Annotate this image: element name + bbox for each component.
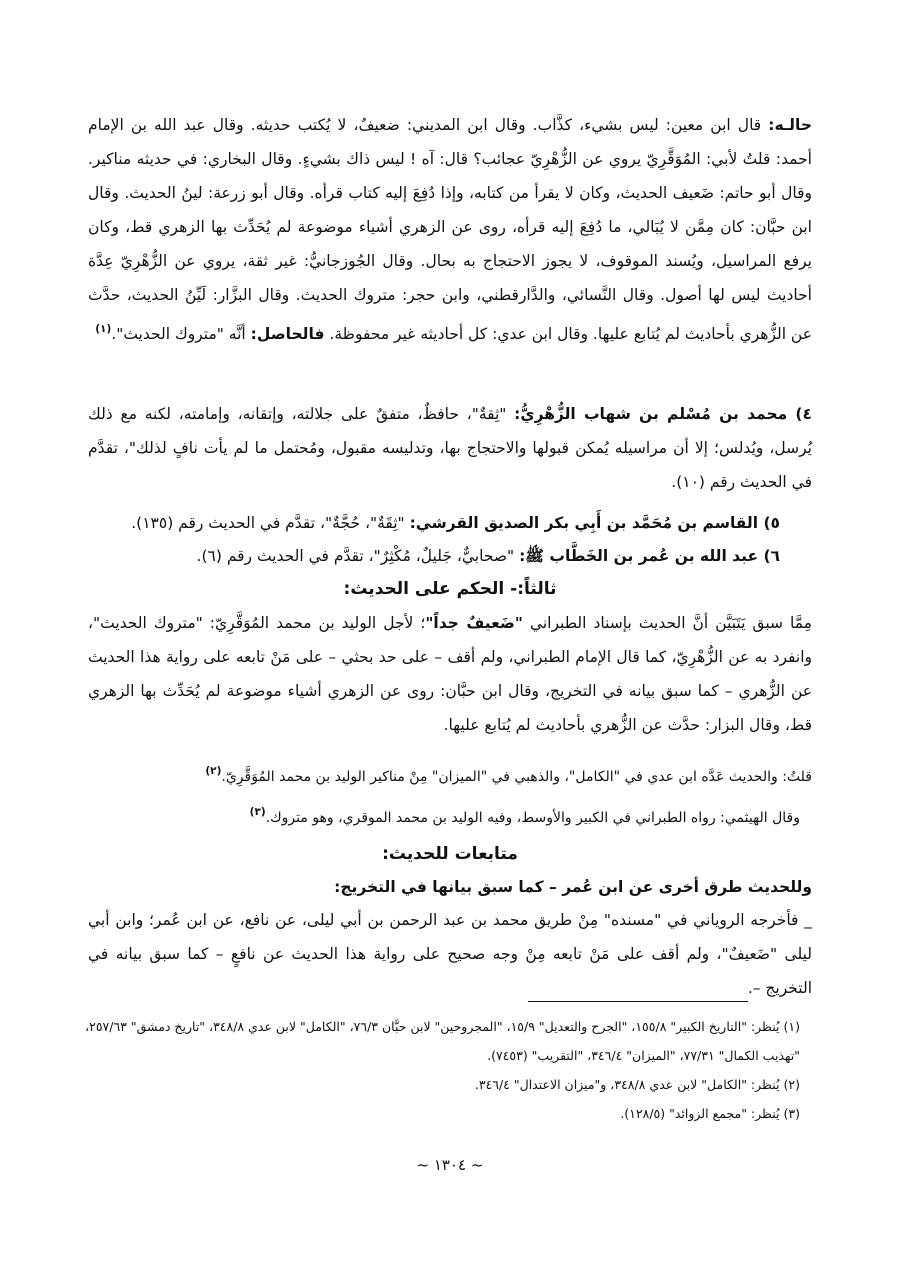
ruling-text-a: مِمَّا سبق يَتَبَيَّن أنَّ الحديث بإسناد الطبراني xyxy=(522,614,812,632)
footnote-ref-2: (٢) xyxy=(205,765,222,777)
narrator-5-name: ٥) القاسم بن مُحَمَّد بن أَبِي بكر الصديق القرشي: xyxy=(409,514,780,532)
narrator-item-4 xyxy=(88,397,812,499)
footnote-1: (١) يُنظر: "التاريخ الكبير" ١٥٥/٨، "الجرح والتعديل" ١٥/٩، "المجروحين" لابن حبَّان ٧٦/٣، "الكامل" لابن عدي ٣٤٨/٨، "تاريخ دمشق" ٢٥٧/٦٣، "تهذيب الكمال" ٧٧/٣١، "الميزان" ٣٤٦/٤، "التقريب" (٧٤٥٣). xyxy=(85,1019,800,1063)
rawyani-paragraph: _ فأخرجه الروياني في "مسنده" مِنْ طريق محمد بن عبد الرحمن بن أبي ليلى، عن نافع، عن ابن عُمر؛ وابن أبي ليلى "ضَعيفٌ"، ولم أقف على مَنْ تابعه مِنْ وجه صحيح على رواية هذا الحديث عن نافعٍ – كما سبق بيانه في التخريج –. xyxy=(88,911,812,997)
narrator-5-text: "ثِقَةٌ"، حُجَّةٌ"، تقدَّم في الحديث رقم (١٣٥). xyxy=(131,514,410,532)
ruling-heading-text: ثالثاً:- الحكم على الحديث xyxy=(350,579,557,599)
summary-text: أنَّه "متروك الحديث". xyxy=(111,325,251,343)
footnote-separator xyxy=(528,1001,748,1002)
narrator-status-paragraph xyxy=(88,108,812,351)
status-label: حالـه: xyxy=(768,116,812,134)
haythami-line xyxy=(88,797,800,833)
footnote-ref-1: (١) xyxy=(95,323,112,335)
page-number: ~ ١٣٠٤ ~ xyxy=(416,1156,484,1174)
footnote-ref-3: (٣) xyxy=(249,806,266,818)
narrator-4-text: "ثِقةٌ"، حافظٌ، متفقٌ على جلالته، وإتقانه، وإمامته، لكنه مع ذلك يُرسل، ويُدلس؛ إلا أن مراسيله يُمكن قبولها والاحتجاج بها، وتدليسه مقبول، ومُحتمل ما لم يأت نافٍ لذلك"، تقدَّم في الحديث رقم (١٠). xyxy=(88,405,812,491)
qultu-text: قلتُ: والحديث عَدَّه ابن عدي في "الكامل"، والذهبي في "الميزان" مِنْ مناكير الوليد بن محمد المُوَقَّرِيّ. xyxy=(221,769,812,785)
ruling-heading-colon: : xyxy=(343,579,351,599)
narrator-item-5 xyxy=(88,508,780,538)
summary-label: فالحاصل: xyxy=(250,325,325,343)
status-text: قال ابن معين: ليس بشيء، كذَّاب. وقال ابن المديني: ضعيفٌ، لا يُكتب حديثه. وقال عبد الله بن الإمام أحمد: قلتُ لأبي: المُوَقَّرِيّ يروي عن الزُّهْرِيّ عجائب؟ قال: آه ! ليس ذاك بشيءٍ. وقال البخاري: في حديثه مناكير. وقال أبو حاتم: ضَعيف الحديث، وكان لا يقرأ من كتابه، وإذا دُفِعَ إليه كتاب قرأه. وقال أبو زرعة: لينُ الحديث. وقال ابن حبَّان: كان مِمَّن لا يُبَالي، ما دُفِعَ إليه قرأه، روى عن الزهري أشياء موضوعة لم يُحَدِّث بها الزهري قط، وكان يرفع المراسيل، ويُسند الموقوف، لا يجوز الاحتجاج به بحال. وقال الجُوزجانيُّ: غير ثقة، يروي عن الزُّهْرِيّ عِدَّة أحاديث ليس لها أصول. وقال النَّسائي، والدَّارقطني، وابن حجر: متروك الحديث. وقال البزَّار: لَيِّنُ الحديث، حدَّث عن الزُّهري بأحاديث لم يُتابع عليها. وقال ابن عدي: كل أحاديثه غير محفوظة. xyxy=(88,116,812,343)
narrator-item-6 xyxy=(88,541,780,571)
ruling-text-b: ؛ لأجل الوليد بن محمد المُوَقَّرِيّ: "متروك الحديث"، وانفرد به عن الزُّهْرِيّ، كما قال الإمام الطبراني، ولم أقف – على حد بحثي – على مَنْ تابعه على رواية هذا الحديث عن الزُّهري – كما سبق بيانه في التخريج، وقال ابن حبَّان: روى عن الزهري أشياء موضوعة لم يُحَدِّث بها الزهري قط، وقال البزار: حدَّث عن الزُّهري بأحاديث لم يُتابع عليها. xyxy=(88,614,812,734)
ruling-paragraph xyxy=(88,606,812,742)
ruling-verdict: "ضَعيفٌ جداً" xyxy=(425,614,523,632)
other-routes-line: وللحديث طرق أخرى عن ابن عُمر – كما سبق بيانها في التخريج: xyxy=(334,878,812,896)
footnote-2: (٢) يُنظر: "الكامل" لابن عدي ٣٤٨/٨، و"ميزان الاعتدال" ٣٤٦/٤. xyxy=(474,1077,800,1092)
corroborations-heading-colon: : xyxy=(382,844,389,864)
narrator-4-name: ٤) محمد بن مُسْلم بن شهاب الزُّهْرِيُّ: xyxy=(514,405,812,423)
narrator-6-text: "صحابيٌّ، جَليلٌ، مُكْثِرٌ"، تقدَّم في الحديث رقم (٦). xyxy=(196,547,520,565)
haythami-text: وقال الهيثمي: رواه الطبراني في الكبير والأوسط، وفيه الوليد بن محمد الموقري، وهو متروك. xyxy=(265,810,800,826)
narrator-6-name: ٦) عبد الله بن عُمر بن الخَطَّاب ﷺ: xyxy=(519,547,780,565)
section-heading-ruling xyxy=(88,574,812,604)
section-heading-corroborations xyxy=(88,839,812,869)
footnote-3: (٣) يُنظر: "مجمع الزوائد" (١٢٨/٥). xyxy=(620,1106,800,1121)
corroborations-heading-text: متابعات للحديث xyxy=(388,844,518,864)
qultu-line xyxy=(88,756,812,792)
